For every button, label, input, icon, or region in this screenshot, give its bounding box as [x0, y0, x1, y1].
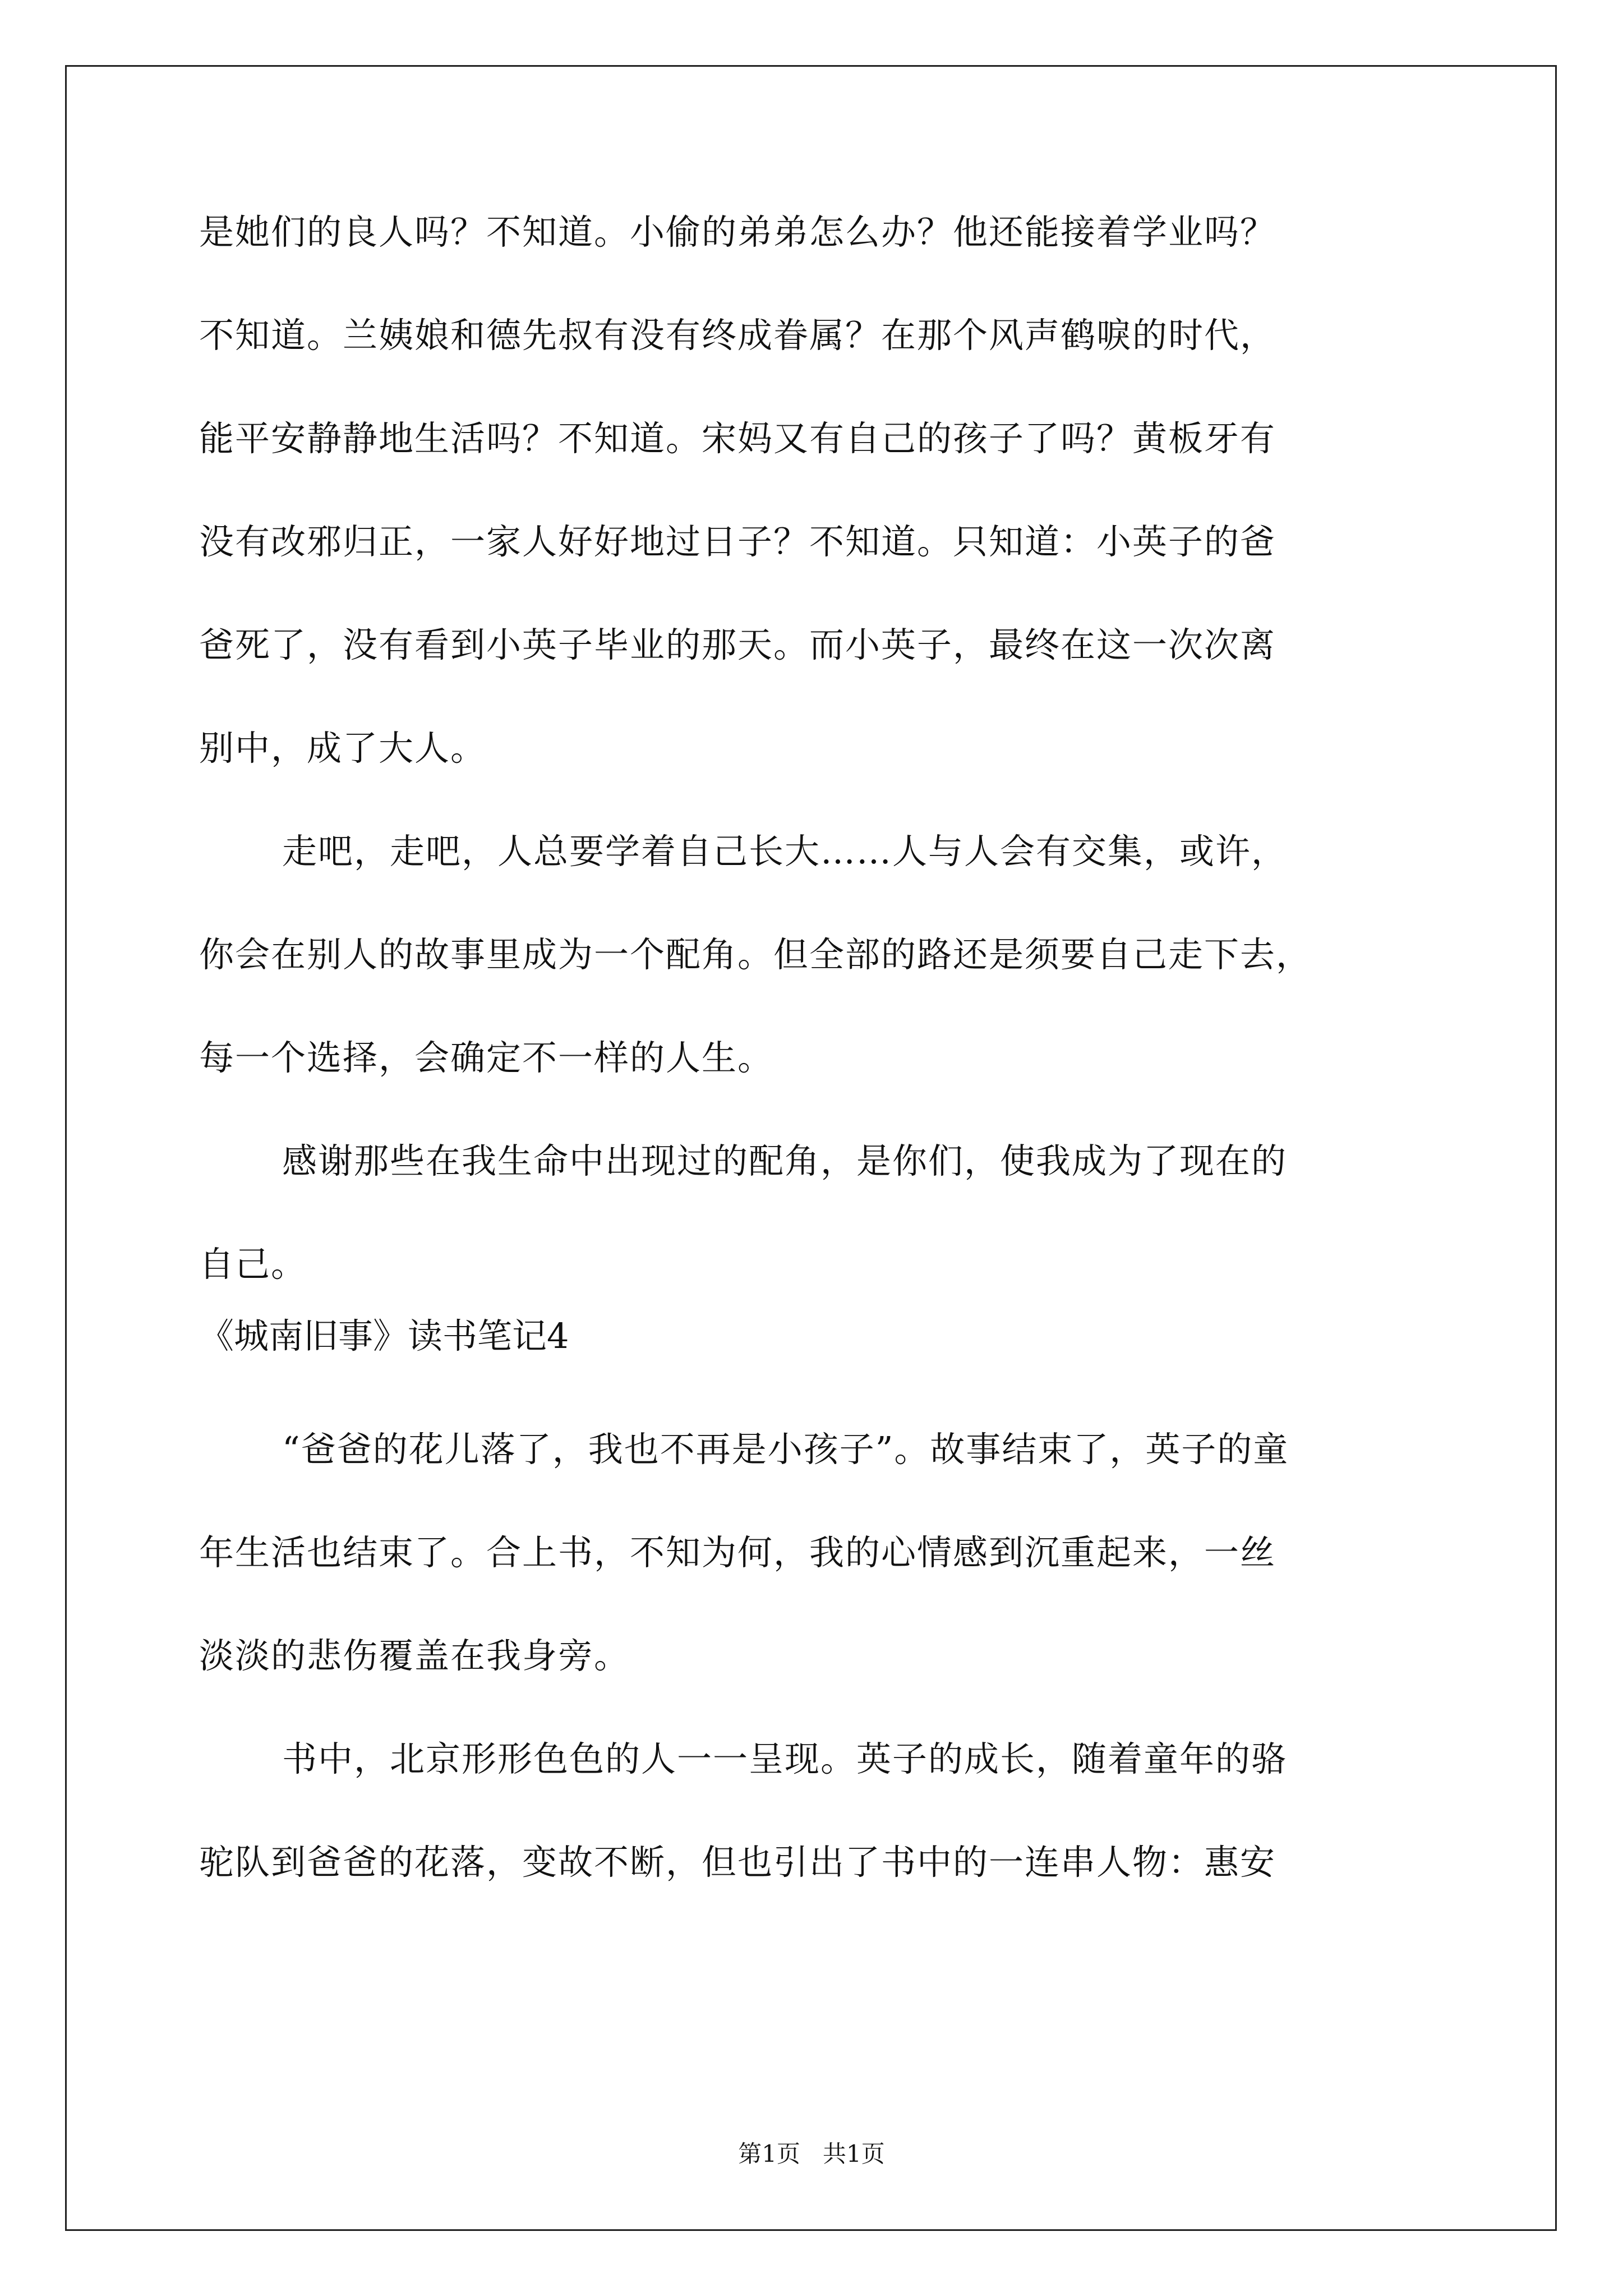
text-line: 淡淡的悲伤覆盖在我身旁。	[199, 1635, 630, 1676]
paragraph	[199, 1733, 1461, 1888]
text-line: 年生活也结束了。合上书，不知为何，我的心情感到沉重起来，一丝	[199, 1532, 1276, 1573]
text-line: 爸死了，没有看到小英子毕业的那天。而小英子，最终在这一次次离	[199, 624, 1276, 665]
text-line: 没有改邪归正，一家人好好地过日子？不知道。只知道：小英子的爸	[199, 521, 1276, 562]
text-line: 别中，成了大人。	[199, 728, 487, 769]
section-heading: 《城南旧事》读书笔记4	[199, 1315, 569, 1356]
document-body	[199, 206, 1461, 1888]
text-line: 能平安静静地生活吗？不知道。宋妈又有自己的孩子了吗？黄板牙有	[199, 418, 1276, 459]
text-line: 感谢那些在我生命中出现过的配角，是你们，使我成为了现在的	[282, 1140, 1288, 1181]
page-number: 第1页 共1页	[738, 2140, 885, 2168]
text-line: 不知道。兰姨娘和德先叔有没有终成眷属？在那个风声鹤唳的时代，	[199, 315, 1276, 356]
text-line: 驼队到爸爸的花落，变故不断，但也引出了书中的一连串人物：惠安	[199, 1842, 1276, 1883]
text-line: “爸爸的花儿落了，我也不再是小孩子”。故事结束了，英子的童	[282, 1429, 1289, 1470]
paragraph	[199, 1424, 1461, 1682]
page-footer	[0, 2140, 1623, 2168]
paragraph	[199, 826, 1461, 1084]
text-line: 书中，北京形形色色的人一一呈现。英子的成长，随着童年的骆	[282, 1738, 1288, 1779]
text-line: 每一个选择，会确定不一样的人生。	[199, 1037, 774, 1078]
paragraph	[199, 206, 1461, 774]
paragraph	[199, 1135, 1461, 1290]
text-line: 走吧，走吧，人总要学着自己长大……人与人会有交集，或许，	[282, 831, 1288, 872]
text-line: 自己。	[199, 1244, 307, 1285]
text-line: 是她们的良人吗？不知道。小偷的弟弟怎么办？他还能接着学业吗？	[199, 211, 1276, 252]
text-line: 你会在别人的故事里成为一个配角。但全部的路还是须要自己走下去，	[199, 934, 1312, 975]
